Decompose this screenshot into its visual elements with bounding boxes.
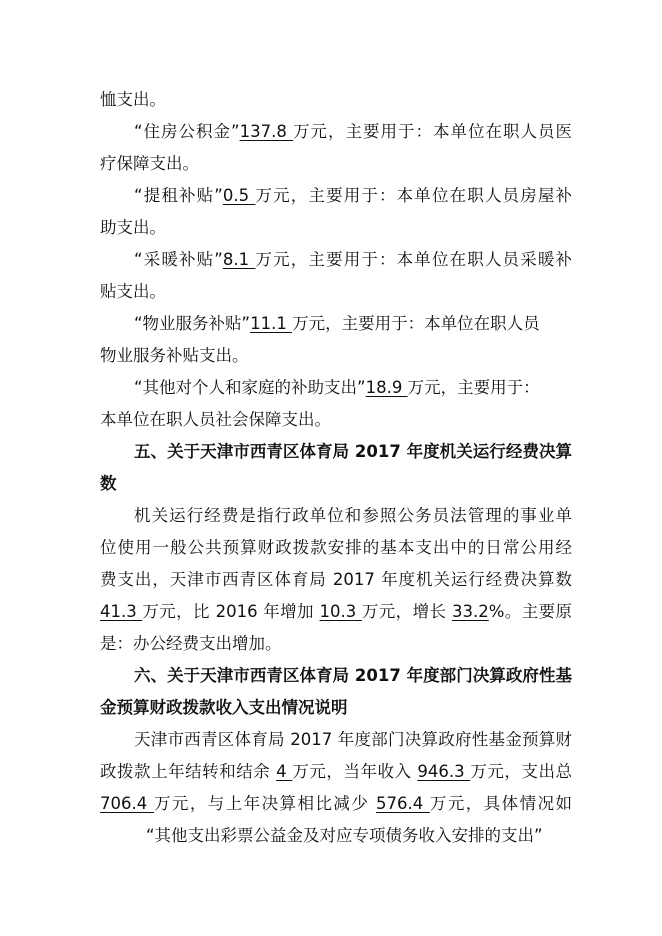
text-line xyxy=(100,244,572,276)
text-segment: 万元，当年收入 xyxy=(292,762,418,781)
text-line xyxy=(100,340,572,372)
text-line xyxy=(100,116,572,148)
text-segment: 六、关于天津市西青区体育局 2017 年度部门决算政府性基 xyxy=(134,666,572,685)
underlined-amount: 706.4 xyxy=(100,794,154,813)
section-heading-line xyxy=(100,468,572,500)
section-heading-line xyxy=(100,660,572,692)
underlined-amount: 576.4 xyxy=(375,794,430,813)
text-segment: 疗保障支出。 xyxy=(100,154,199,173)
document-page xyxy=(100,84,572,852)
underlined-amount: 10.3 xyxy=(319,602,362,621)
text-segment: 贴支出。 xyxy=(100,282,166,301)
underlined-amount: 18.9 xyxy=(365,378,408,397)
text-segment: 天津市西青区体育局 2017 年度部门决算政府性基金预算财 xyxy=(134,730,572,749)
text-line xyxy=(100,276,572,308)
text-segment: 万元，具体情况如 xyxy=(429,794,572,813)
text-line xyxy=(100,628,572,660)
text-segment: 金预算财政拨款收入支出情况说明 xyxy=(100,698,348,717)
underlined-amount: 137.8 xyxy=(239,122,294,141)
text-line xyxy=(100,500,572,532)
text-segment: 政拨款上年结转和结余 xyxy=(100,762,277,781)
text-segment: “采暖补贴” xyxy=(134,250,223,269)
text-line xyxy=(100,372,572,404)
underlined-amount: 33.2 xyxy=(451,602,489,621)
text-segment: 是：办公经费支出增加。 xyxy=(100,634,282,653)
text-segment: 万元，主要用于：本单位在职人员医 xyxy=(293,122,572,141)
underlined-amount: 0.5 xyxy=(222,186,256,205)
text-segment: “住房公积金” xyxy=(134,122,240,141)
text-line xyxy=(100,596,572,628)
text-segment: 数 xyxy=(100,474,117,493)
text-segment: 万元，主要用于：本单位在职人员 xyxy=(292,314,540,333)
text-segment: 万元，主要用于： xyxy=(407,378,540,397)
text-segment: 万元，支出总 xyxy=(470,762,572,781)
text-line xyxy=(100,212,572,244)
text-line xyxy=(100,404,572,436)
text-line xyxy=(100,820,572,852)
underlined-amount: 11.1 xyxy=(250,314,293,333)
text-line xyxy=(100,84,572,116)
text-segment: 万元，与上年决算相比减少 xyxy=(153,794,376,813)
text-segment: 助支出。 xyxy=(100,218,166,237)
text-segment: 万元，主要用于：本单位在职人员房屋补 xyxy=(255,186,572,205)
text-line xyxy=(100,756,572,788)
text-segment: “其他对个人和家庭的补助支出” xyxy=(134,378,366,397)
text-segment: 万元，增长 xyxy=(361,602,452,621)
text-segment: 位使用一般公共预算财政拨款安排的基本支出中的日常公用经 xyxy=(100,538,572,557)
text-segment: “提租补贴” xyxy=(134,186,223,205)
text-segment: 万元，比 2016 年增加 xyxy=(142,602,320,621)
text-segment: “其他支出彩票公益金及对应专项债务收入安排的支出” xyxy=(146,826,543,845)
underlined-amount: 41.3 xyxy=(100,602,143,621)
text-line xyxy=(100,148,572,180)
text-segment: 机关运行经费是指行政单位和参照公务员法管理的事业单 xyxy=(134,506,572,525)
underlined-amount: 946.3 xyxy=(417,762,471,781)
text-line xyxy=(100,788,572,820)
section-heading-line xyxy=(100,436,572,468)
text-segment: 物业服务补贴支出。 xyxy=(100,346,249,365)
underlined-amount: 4 xyxy=(276,762,293,781)
text-line xyxy=(100,564,572,596)
text-segment: 万元，主要用于：本单位在职人员采暖补 xyxy=(255,250,572,269)
text-line xyxy=(100,724,572,756)
text-line xyxy=(100,180,572,212)
text-segment: 恤支出。 xyxy=(100,90,166,109)
section-heading-line xyxy=(100,692,572,724)
text-segment: 本单位在职人员社会保障支出。 xyxy=(100,410,331,429)
text-line xyxy=(100,308,572,340)
underlined-amount: 8.1 xyxy=(222,250,256,269)
text-line xyxy=(100,532,572,564)
text-segment: 费支出，天津市西青区体育局 2017 年度机关运行经费决算数 xyxy=(100,570,572,589)
text-segment: 五、关于天津市西青区体育局 2017 年度机关运行经费决算 xyxy=(134,442,572,461)
text-segment: “物业服务补贴” xyxy=(134,314,251,333)
text-segment: %。主要原 xyxy=(488,602,572,621)
